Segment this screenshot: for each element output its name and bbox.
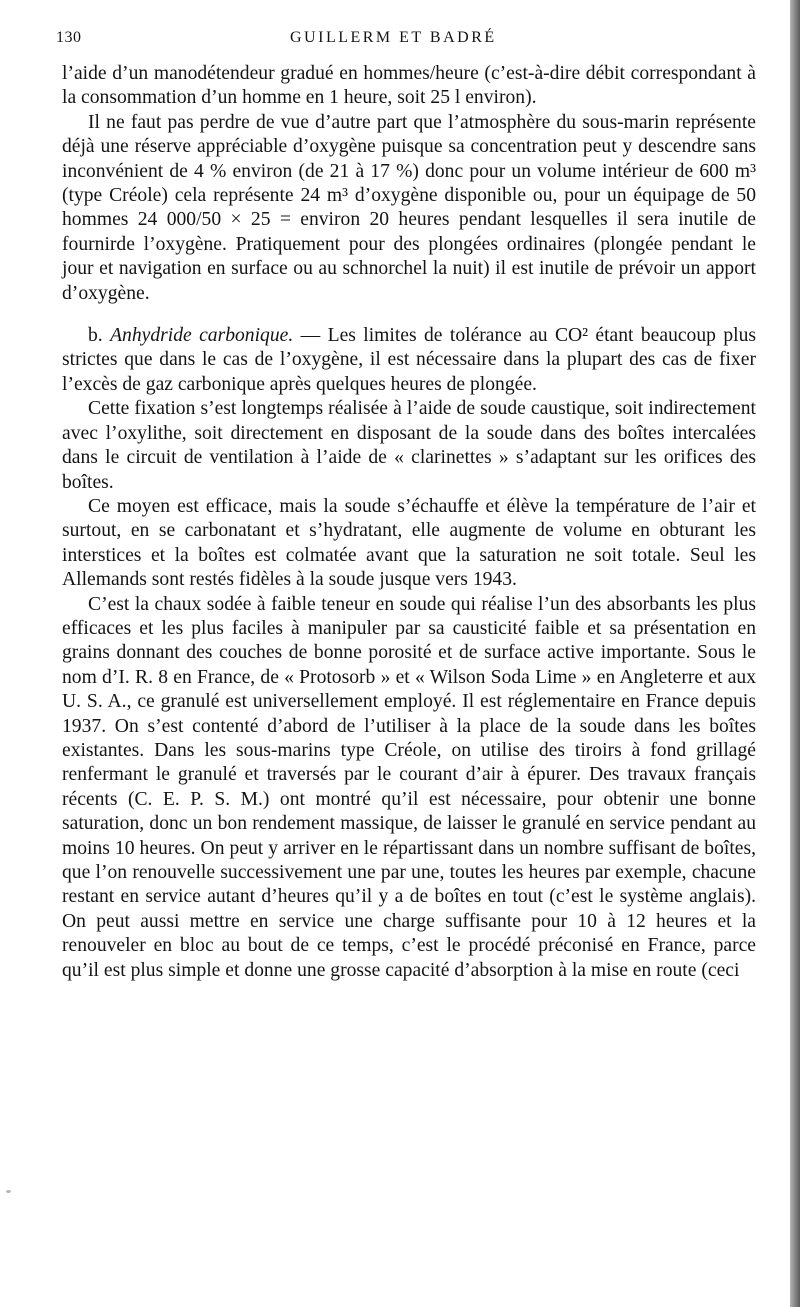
page-number: 130 xyxy=(56,29,82,46)
running-header xyxy=(56,20,756,54)
paragraph-caustic-soda: Cette fixation s’est longtemps réalisée à l’aide de soude caustique, soit indirectement avec l’oxylithe, soit directement en disposant de la soude dans des boîtes intercalées dans le circuit de ventilation à l’aide de « clarinettes » s’adaptant sur les orifices des boîtes. xyxy=(62,398,756,493)
paragraph-soda-drawbacks: Ce moyen est efficace, mais la soude s’échauffe et élève la température de l’air et surtout, en se carbonatant et s’hydratant, elle augmente de volume en obturant les interstices et la boîtes est colmatée avant que la saturation ne soit totale. Seul les Allemands sont restés fidèles à la soude jusque vers 1943. xyxy=(62,495,756,591)
paragraph-continuation: l’aide d’un manodétendeur gradué en hommes/heure (c’est-à-dire débit correspondant à la consommation d’un homme en 1 heure, soit 25 l environ). xyxy=(62,63,756,109)
section-b-paragraph xyxy=(62,324,756,397)
section-b-text: — Les limites de tolérance au CO² étant beaucoup plus strictes que dans le cas de l’oxygène, il est nécessaire dans la plupart des cas de fixer l’excès de gaz carbonique après quelques heures de plongée. xyxy=(62,325,756,395)
section-heading: Anhydride carbonique. xyxy=(110,325,294,347)
page-edge-shadow xyxy=(790,0,800,1307)
section-label: b. xyxy=(88,325,103,347)
running-title: GUILLERM ET BADRÉ xyxy=(290,29,497,46)
paragraph-soda-lime: C’est la chaux sodée à faible teneur en soude qui réalise l’un des absorbants les plus efficaces et les plus faciles à manipuler par sa causticité faible et sa présentation en grains donnant des couches de bonne porosité et de surface active importante. Sous le nom d’I. R. 8 en France, de « Protosorb » et « Wilson Soda Lime » en Angleterre et aux U. S. A., ce granulé est universellement employé. Il est réglementaire en France depuis 1937. On s’est contenté d’abord de l’utiliser à la place de la soude dans les boîtes existantes. Dans les sous-marins type Créole, on utilise des tiroirs à fond grillagé renfermant le granulé et traversés par le courant d’air à épurer. Des travaux français récents (C. E. P. S. M.) ont montré qu’il est nécessaire, pour obtenir une bonne saturation, donc un bon rendement massique, de laisser le granulé en service pendant au moins 10 heures. On peut y arriver en le répartissant dans un nombre suffisant de boîtes, que l’on renouvelle successivement une par une, toutes les heures par exemple, chacune restant en service autant d’heures qu’il y a de boîtes en tout (c’est le système anglais). On peut aussi mettre en service une charge suffisante pour 10 à 12 heures et la renouveler en bloc au bout de ce temps, c’est le procédé préconisé en France, parce qu’il est plus simple et donne une grosse capacité d’absorption à la mise en route (ceci xyxy=(62,593,756,981)
paragraph-oxygen-reserve: Il ne faut pas perdre de vue d’autre part que l’atmosphère du sous-marin représente déjà une réserve appréciable d’oxygène puisque sa concentration peut y descendre sans inconvénient de 4 % environ (de 21 à 17 %) donc pour un volume intérieur de 600 m³ (type Créole) cela représente 24 m³ d’oxygène disponible ou, pour un équipage de 50 hommes 24 000/50 × 25 = environ 20 heures pendant lesquelles il sera inutile de fournirde l’oxygène. Pratiquement pour des plongées ordinaires (plongée pendant le jour et navigation en surface ou au schnorchel la nuit) il est inutile de prévoir un apport d’oxygène. xyxy=(62,111,756,304)
scan-speck xyxy=(6,1190,11,1193)
